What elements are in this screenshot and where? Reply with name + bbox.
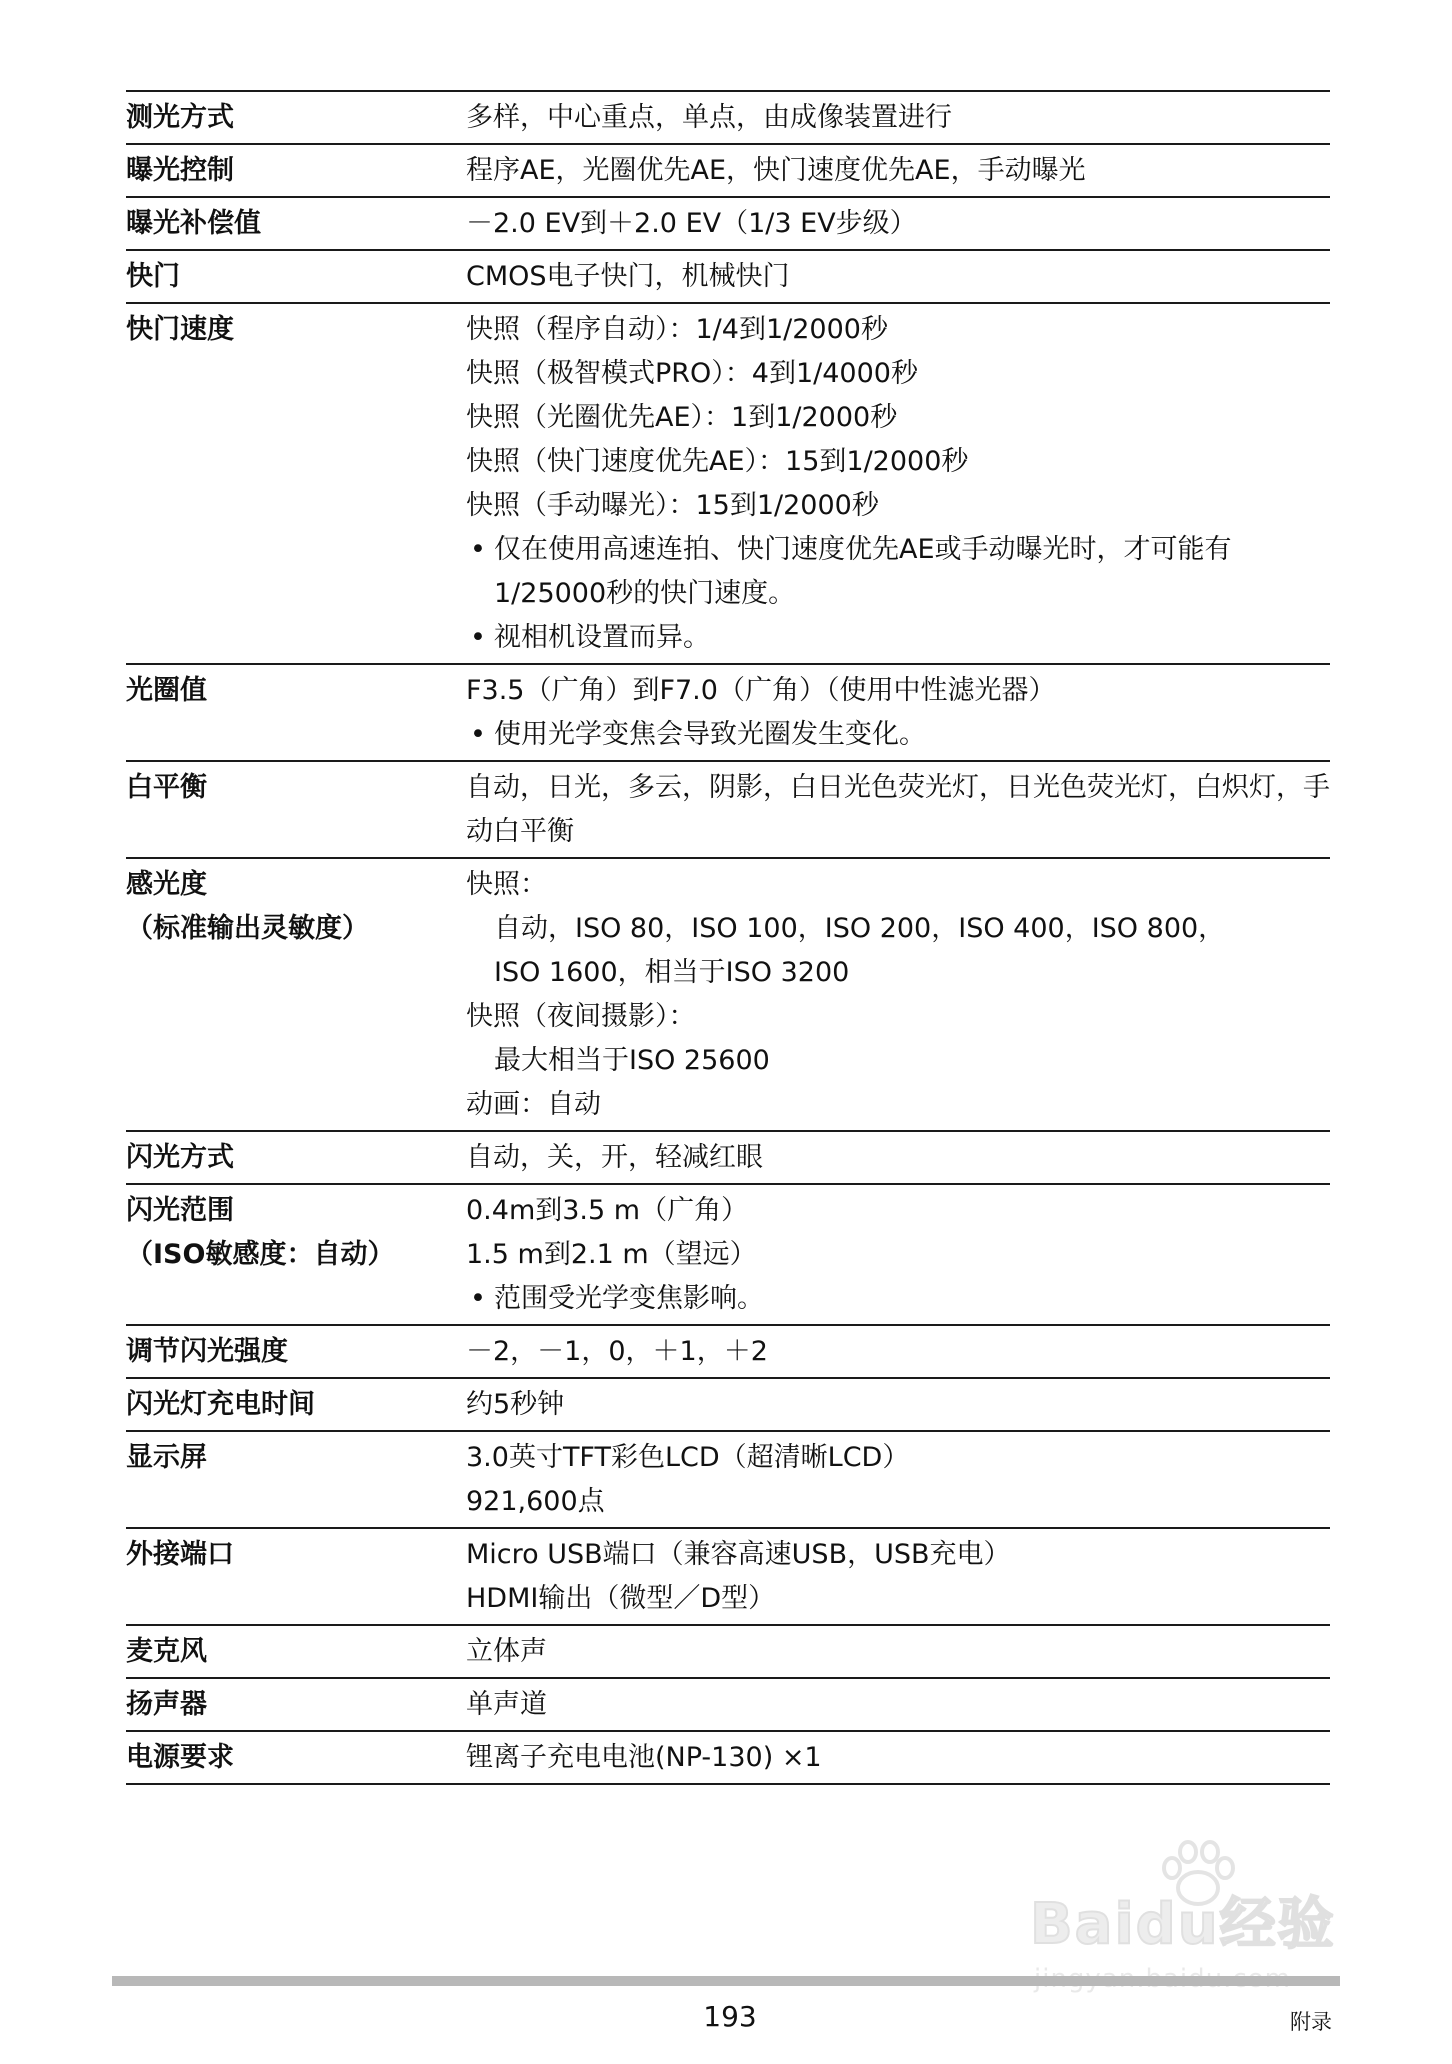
spec-value-line: 锂离子充电电池(NP-130) ×1 bbox=[466, 1742, 822, 1773]
spec-value-line: 多样，中心重点，单点，由成像装置进行 bbox=[466, 102, 952, 133]
spec-row bbox=[126, 1378, 1330, 1431]
spec-value bbox=[466, 1378, 1330, 1431]
section-name: 附录 bbox=[1290, 2010, 1332, 2034]
spec-value-line: 立体声 bbox=[466, 1636, 547, 1667]
spec-value bbox=[466, 1528, 1330, 1625]
spec-row bbox=[126, 858, 1330, 1131]
spec-label bbox=[126, 1131, 466, 1184]
spec-value bbox=[466, 664, 1330, 761]
spec-value bbox=[466, 1731, 1330, 1784]
spec-label-text: 快门 bbox=[126, 261, 180, 292]
spec-label bbox=[126, 144, 466, 197]
spec-value-line: 自动，关，开，轻减红眼 bbox=[466, 1142, 763, 1173]
spec-row bbox=[126, 1325, 1330, 1378]
spec-label bbox=[126, 664, 466, 761]
spec-value-line: 0.4m到3.5 m（广角） bbox=[466, 1195, 749, 1226]
spec-value-line: －2，－1，0，＋1，＋2 bbox=[466, 1336, 768, 1367]
spec-label bbox=[126, 858, 466, 1131]
spec-value-line: 约5秒钟 bbox=[466, 1389, 565, 1420]
spec-label-text: 扬声器 bbox=[126, 1689, 207, 1720]
spec-value-line: 快照（手动曝光）：15到1/2000秒 bbox=[466, 490, 879, 521]
spec-row bbox=[126, 1625, 1330, 1678]
spec-label-text: 曝光控制 bbox=[126, 155, 234, 186]
spec-label bbox=[126, 1625, 466, 1678]
spec-value bbox=[466, 144, 1330, 197]
spec-note: • 使用光学变焦会导致光圈发生变化。 bbox=[466, 713, 1330, 757]
spec-value-line: 快照（快门速度优先AE）：15到1/2000秒 bbox=[466, 446, 969, 477]
spec-value bbox=[466, 761, 1330, 858]
page-number: 193 bbox=[703, 2000, 757, 2033]
spec-row bbox=[126, 144, 1330, 197]
spec-row bbox=[126, 664, 1330, 761]
spec-value-line: 快照（夜间摄影）： bbox=[466, 1001, 696, 1032]
spec-label bbox=[126, 1378, 466, 1431]
spec-value-line: 自动，日光，多云，阴影，白日光色荧光灯，日光色荧光灯，白炽灯，手动白平衡 bbox=[466, 772, 1330, 847]
spec-label bbox=[126, 761, 466, 858]
baidu-watermark bbox=[1030, 1840, 1370, 1990]
spec-value bbox=[466, 1625, 1330, 1678]
spec-row bbox=[126, 1528, 1330, 1625]
spec-value bbox=[466, 250, 1330, 303]
spec-value-line: 快照（极智模式PRO）：4到1/4000秒 bbox=[466, 358, 918, 389]
spec-value bbox=[466, 1325, 1330, 1378]
spec-label-text: 麦克风 bbox=[126, 1636, 207, 1667]
spec-note: • 视相机设置而异。 bbox=[466, 616, 1330, 660]
spec-label-text: 测光方式 bbox=[126, 102, 234, 133]
footer-divider bbox=[112, 1976, 1340, 1986]
spec-row bbox=[126, 1731, 1330, 1784]
spec-value-line: HDMI输出（微型／D型） bbox=[466, 1583, 776, 1614]
spec-value-line: Micro USB端口（兼容高速USB，USB充电） bbox=[466, 1539, 1011, 1570]
spec-label-text: 外接端口 bbox=[126, 1539, 234, 1570]
spec-label-text: 电源要求 bbox=[126, 1742, 234, 1773]
spec-value-line: 3.0英寸TFT彩色LCD（超清晰LCD） bbox=[466, 1442, 910, 1473]
spec-table-body bbox=[126, 91, 1330, 1784]
spec-row bbox=[126, 91, 1330, 144]
spec-value-line: 快照（程序自动）：1/4到1/2000秒 bbox=[466, 314, 888, 345]
spec-row bbox=[126, 250, 1330, 303]
spec-value bbox=[466, 858, 1330, 1131]
spec-label bbox=[126, 1184, 466, 1325]
spec-note: • 范围受光学变焦影响。 bbox=[466, 1277, 1330, 1321]
spec-value bbox=[466, 1184, 1330, 1325]
spec-row bbox=[126, 761, 1330, 858]
spec-label-text: 闪光灯充电时间 bbox=[126, 1389, 315, 1420]
spec-row bbox=[126, 1184, 1330, 1325]
spec-label bbox=[126, 1528, 466, 1625]
spec-value-line: F3.5（广角）到F7.0（广角）（使用中性滤光器） bbox=[466, 675, 1056, 706]
spec-label-subtext: （ISO敏感度：自动） bbox=[126, 1239, 395, 1270]
spec-label bbox=[126, 1731, 466, 1784]
spec-row bbox=[126, 1131, 1330, 1184]
spec-label-text: 显示屏 bbox=[126, 1442, 207, 1473]
spec-row bbox=[126, 1678, 1330, 1731]
spec-value bbox=[466, 91, 1330, 144]
spec-label bbox=[126, 250, 466, 303]
watermark-brand: Baidu经验 bbox=[1030, 1892, 1336, 1957]
spec-table bbox=[126, 90, 1330, 1785]
spec-value bbox=[466, 1431, 1330, 1528]
spec-value-line: 动画：自动 bbox=[466, 1089, 601, 1120]
spec-label bbox=[126, 1678, 466, 1731]
spec-label bbox=[126, 91, 466, 144]
spec-value-line: 1.5 m到2.1 m（望远） bbox=[466, 1239, 757, 1270]
spec-value-line: ISO 1600，相当于ISO 3200 bbox=[494, 957, 850, 988]
spec-value-line: 最大相当于ISO 25600 bbox=[494, 1045, 770, 1076]
spec-label-text: 光圈值 bbox=[126, 675, 207, 706]
spec-label-text: 快门速度 bbox=[126, 314, 234, 345]
spec-label bbox=[126, 1431, 466, 1528]
spec-row bbox=[126, 197, 1330, 250]
spec-label-text: 调节闪光强度 bbox=[126, 1336, 288, 1367]
spec-value-line: 快照： bbox=[466, 869, 547, 900]
spec-label bbox=[126, 303, 466, 664]
spec-label-text: 曝光补偿值 bbox=[126, 208, 261, 239]
spec-value-line: －2.0 EV到＋2.0 EV（1/3 EV步级） bbox=[466, 208, 917, 239]
spec-value bbox=[466, 1678, 1330, 1731]
spec-value-line: 快照（光圈优先AE）：1到1/2000秒 bbox=[466, 402, 898, 433]
spec-label-text: 闪光方式 bbox=[126, 1142, 234, 1173]
spec-value bbox=[466, 197, 1330, 250]
spec-value-line: 921,600点 bbox=[466, 1486, 605, 1517]
spec-value-line: 单声道 bbox=[466, 1689, 547, 1720]
spec-label-subtext: （标准输出灵敏度） bbox=[126, 913, 369, 944]
spec-label-text: 闪光范围 bbox=[126, 1195, 234, 1226]
spec-value-line: 自动，ISO 80，ISO 100，ISO 200，ISO 400，ISO 800， bbox=[494, 913, 1226, 944]
spec-note: • 仅在使用高速连拍、快门速度优先AE或手动曝光时，才可能有1/25000秒的快门速度。 bbox=[466, 528, 1330, 616]
spec-value bbox=[466, 303, 1330, 664]
spec-row bbox=[126, 1431, 1330, 1528]
spec-label-text: 感光度 bbox=[126, 869, 207, 900]
spec-value bbox=[466, 1131, 1330, 1184]
spec-label-text: 白平衡 bbox=[126, 772, 207, 803]
spec-row bbox=[126, 303, 1330, 664]
spec-value-line: 程序AE，光圈优先AE，快门速度优先AE，手动曝光 bbox=[466, 155, 1086, 186]
spec-label bbox=[126, 197, 466, 250]
spec-value-line: CMOS电子快门，机械快门 bbox=[466, 261, 790, 292]
spec-label bbox=[126, 1325, 466, 1378]
